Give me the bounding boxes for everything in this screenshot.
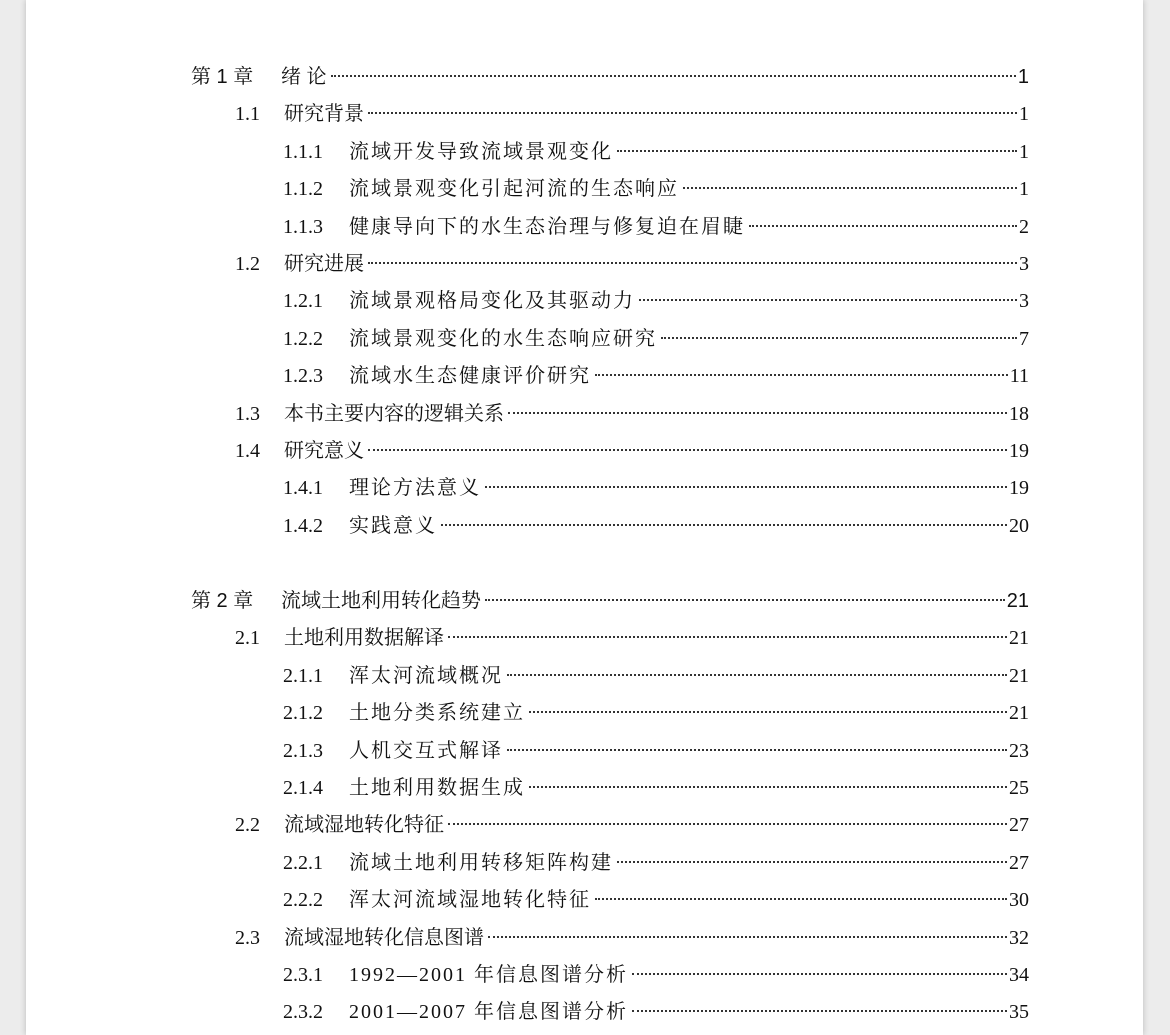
dot-leader [507, 674, 1007, 676]
toc-subsection-entry[interactable] [191, 658, 1029, 695]
toc-entry-page-number: 21 [1009, 702, 1029, 725]
document-page [26, 0, 1143, 1035]
toc-entry-page-number: 21 [1009, 627, 1029, 650]
toc-entry-page-number: 21 [1006, 590, 1029, 613]
toc-entry-number: 1.1 [235, 103, 260, 126]
dot-leader [632, 1010, 1007, 1012]
toc-entry-number: 1.2.3 [283, 365, 323, 388]
toc-entry-title: 流域景观格局变化及其驱动力 [349, 290, 635, 313]
toc-chapter-entry[interactable] [191, 583, 1029, 620]
toc-entry-title: 流域湿地转化信息图谱 [284, 926, 484, 949]
toc-entry-number: 第 2 章 [191, 590, 254, 613]
dot-leader [368, 112, 1017, 114]
dot-leader [331, 75, 1016, 77]
toc-entry-number: 1.4.1 [283, 477, 323, 500]
toc-entry-page-number: 35 [1009, 1001, 1029, 1024]
toc-entry-page-number: 1 [1019, 178, 1029, 201]
toc-entry-page-number: 18 [1009, 402, 1029, 425]
toc-entry-page-number: 7 [1019, 327, 1029, 350]
toc-entry-number: 2.3.1 [283, 963, 323, 986]
toc-entry-number: 1.3 [235, 402, 260, 425]
dot-leader [488, 936, 1007, 938]
toc-entry-page-number: 19 [1009, 439, 1029, 462]
toc-entry-page-number: 3 [1019, 252, 1029, 275]
toc-subsection-entry[interactable] [191, 845, 1029, 882]
dot-leader [632, 973, 1007, 975]
toc-entry-page-number: 25 [1009, 777, 1029, 800]
toc-section-entry[interactable] [191, 246, 1029, 283]
toc-entry-title: 人机交互式解译 [349, 739, 503, 762]
toc-subsection-entry[interactable] [191, 882, 1029, 919]
dot-leader [529, 786, 1007, 788]
toc-entry-title: 流域湿地转化特征 [284, 814, 444, 837]
toc-entry-number: 1.1.3 [283, 215, 323, 238]
toc-entry-number: 1.1.2 [283, 178, 323, 201]
toc-entry-page-number: 19 [1009, 477, 1029, 500]
toc-entry-page-number: 32 [1009, 926, 1029, 949]
toc-subsection-entry[interactable] [191, 508, 1029, 545]
dot-leader [448, 636, 1007, 638]
toc-subsection-entry[interactable] [191, 733, 1029, 770]
dot-leader [368, 262, 1017, 264]
toc-entry-title: 流域水生态健康评价研究 [349, 365, 591, 388]
toc-entry-title: 流域土地利用转移矩阵构建 [349, 851, 613, 874]
toc-entry-page-number: 34 [1009, 963, 1029, 986]
dot-leader [639, 299, 1017, 301]
toc-entry-title: 绪 论 [281, 66, 327, 88]
toc-entry-page-number: 27 [1009, 814, 1029, 837]
toc-entry-number: 2.2 [235, 814, 260, 837]
toc-subsection-entry[interactable] [191, 994, 1029, 1031]
dot-leader [617, 861, 1007, 863]
toc-entry-page-number: 1 [1019, 140, 1029, 163]
toc-entry-title: 研究背景 [284, 103, 364, 126]
toc-entry-page-number: 30 [1009, 889, 1029, 912]
table-of-contents [191, 59, 1029, 1032]
toc-subsection-entry[interactable] [191, 321, 1029, 358]
toc-entry-title: 浑太河流域湿地转化特征 [349, 889, 591, 912]
toc-entry-number: 1.2.1 [283, 290, 323, 313]
toc-entry-title: 流域土地利用转化趋势 [281, 590, 481, 613]
dot-leader [683, 187, 1017, 189]
toc-entry-page-number: 2 [1019, 215, 1029, 238]
toc-subsection-entry[interactable] [191, 358, 1029, 395]
toc-entry-title: 流域景观变化引起河流的生态响应 [349, 178, 679, 201]
toc-entry-title: 1992—2001 年信息图谱分析 [349, 963, 628, 986]
dot-leader [368, 449, 1007, 451]
dot-leader [485, 486, 1007, 488]
toc-entry-number: 2.3.2 [283, 1001, 323, 1024]
toc-entry-title: 研究进展 [284, 252, 364, 275]
toc-entry-number: 1.4 [235, 439, 260, 462]
toc-entry-title: 本书主要内容的逻辑关系 [284, 402, 504, 425]
toc-section-entry[interactable] [191, 620, 1029, 657]
toc-entry-number: 2.1.4 [283, 777, 323, 800]
toc-entry-page-number: 21 [1009, 664, 1029, 687]
toc-entry-page-number: 27 [1009, 851, 1029, 874]
dot-leader [661, 337, 1017, 339]
dot-leader [529, 711, 1007, 713]
dot-leader [485, 599, 1005, 601]
toc-entry-page-number: 23 [1009, 739, 1029, 762]
toc-entry-title: 流域景观变化的水生态响应研究 [349, 327, 657, 350]
toc-entry-number: 1.2.2 [283, 327, 323, 350]
toc-section-entry[interactable] [191, 920, 1029, 957]
toc-entry-number: 第 1 章 [191, 66, 254, 88]
dot-leader [595, 898, 1007, 900]
toc-subsection-entry[interactable] [191, 134, 1029, 171]
toc-section-entry[interactable] [191, 396, 1029, 433]
toc-entry-title: 流域开发导致流域景观变化 [349, 140, 613, 163]
toc-entry-title: 浑太河流域概况 [349, 664, 503, 687]
toc-chapter-entry[interactable] [191, 59, 1029, 96]
dot-leader [595, 374, 1008, 376]
toc-entry-number: 1.4.2 [283, 514, 323, 537]
toc-section-entry[interactable] [191, 96, 1029, 133]
toc-entry-title: 研究意义 [284, 439, 364, 462]
dot-leader [617, 150, 1017, 152]
toc-entry-number: 2.2.2 [283, 889, 323, 912]
toc-subsection-entry[interactable] [191, 695, 1029, 732]
toc-entry-number: 2.1.1 [283, 664, 323, 687]
toc-entry-page-number: 1 [1017, 66, 1029, 88]
toc-entry-number: 2.1.2 [283, 702, 323, 725]
toc-entry-page-number: 3 [1019, 290, 1029, 313]
toc-entry-number: 2.2.1 [283, 851, 323, 874]
toc-subsection-entry[interactable] [191, 283, 1029, 320]
dot-leader [507, 749, 1007, 751]
toc-entry-number: 2.3 [235, 926, 260, 949]
dot-leader [441, 524, 1007, 526]
toc-entry-title: 2001—2007 年信息图谱分析 [349, 1001, 628, 1024]
toc-subsection-entry[interactable] [191, 209, 1029, 246]
toc-section-entry[interactable] [191, 807, 1029, 844]
chapter-gap [191, 545, 1029, 583]
toc-subsection-entry[interactable] [191, 770, 1029, 807]
dot-leader [749, 225, 1017, 227]
toc-entry-page-number: 20 [1009, 514, 1029, 537]
toc-subsection-entry[interactable] [191, 470, 1029, 507]
toc-entry-page-number: 1 [1019, 103, 1029, 126]
toc-entry-number: 1.2 [235, 252, 260, 275]
toc-entry-number: 2.1.3 [283, 739, 323, 762]
toc-entry-number: 2.1 [235, 627, 260, 650]
toc-entry-title: 土地分类系统建立 [349, 702, 525, 725]
toc-entry-title: 理论方法意义 [349, 477, 481, 500]
toc-entry-title: 实践意义 [349, 514, 437, 537]
toc-entry-title: 健康导向下的水生态治理与修复迫在眉睫 [349, 215, 745, 238]
toc-entry-title: 土地利用数据解译 [284, 627, 444, 650]
dot-leader [448, 823, 1007, 825]
toc-entry-title: 土地利用数据生成 [349, 777, 525, 800]
toc-subsection-entry[interactable] [191, 171, 1029, 208]
toc-entry-page-number: 11 [1009, 365, 1029, 388]
toc-entry-number: 1.1.1 [283, 140, 323, 163]
toc-subsection-entry[interactable] [191, 957, 1029, 994]
dot-leader [508, 412, 1007, 414]
toc-section-entry[interactable] [191, 433, 1029, 470]
